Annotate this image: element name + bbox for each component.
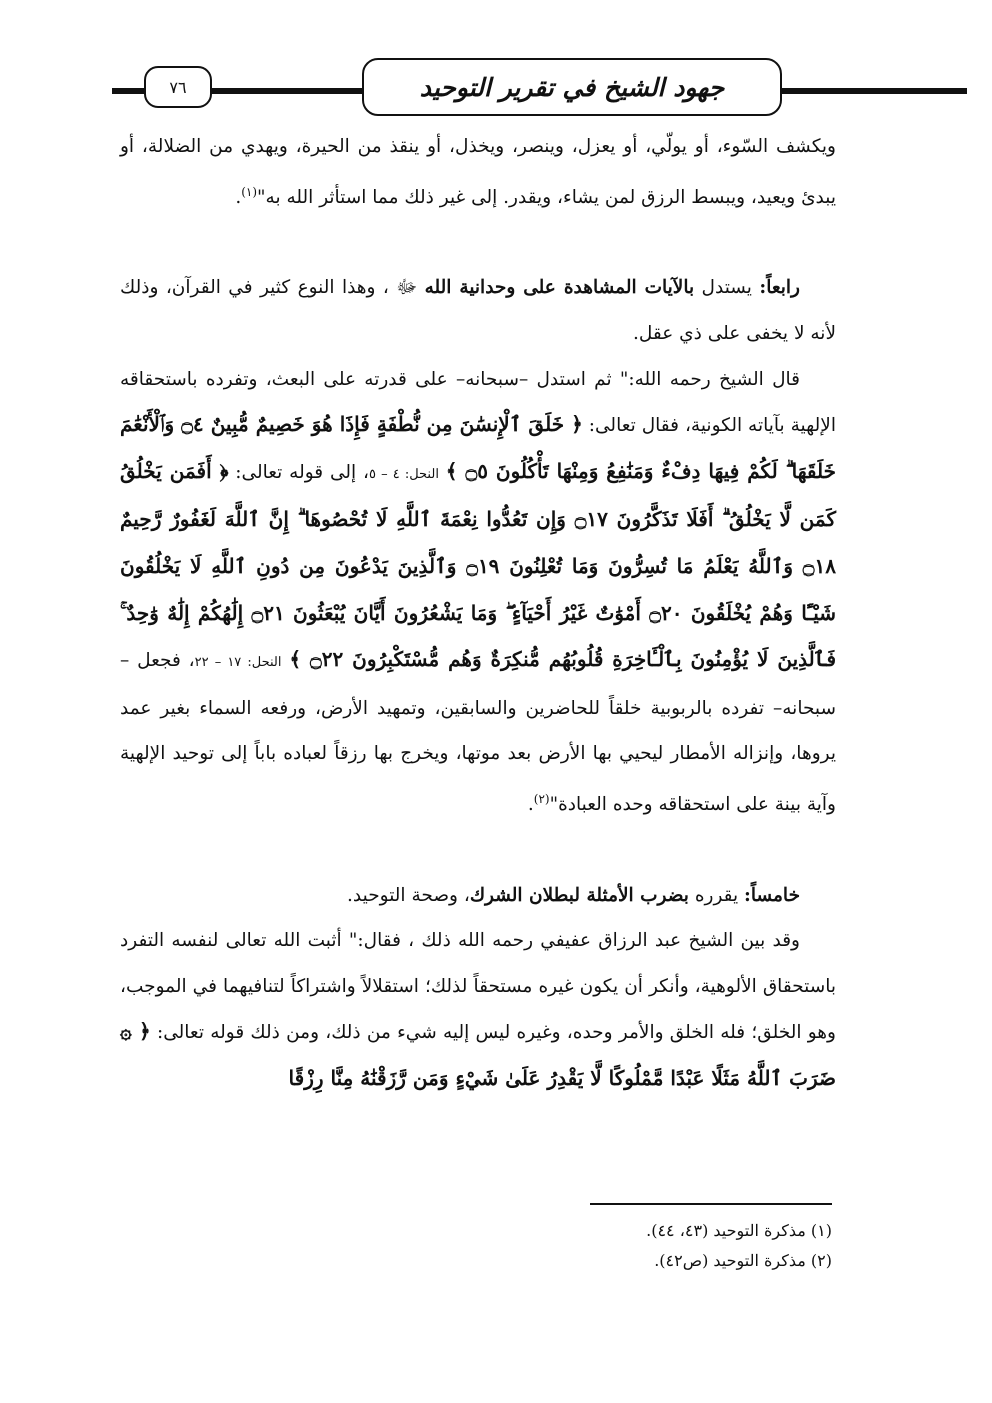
paragraph-2 [120, 265, 836, 356]
paragraph-5 [120, 918, 836, 1102]
paragraph-2-text-b: ﷻ ، وهذا النوع كثير في القرآن، وذلك لأنه لا يخفى على ذي عقل. [120, 277, 836, 344]
running-title [362, 58, 782, 116]
verse-reference-1: النحل: ٤ – ٥ [369, 466, 439, 482]
paragraph-4-text-b: ، وصحة التوحيد. [347, 884, 470, 906]
paragraph-1-end: . [235, 186, 242, 208]
quran-verse-3: ﴿ ۞ ضَرَبَ ٱللَّهُ مَثَلًا عَبْدًا مَّمْلُوكًا لَّا يَقْدِرُ عَلَىٰ شَيْءٍ وَمَن رَّزَقْنَٰهُ مِنَّا رِزْقًا [120, 1019, 836, 1090]
paragraph-4-text-a: يقرره [688, 884, 745, 906]
section-label-fifth: خامساً: [744, 884, 800, 906]
footnote-2: (٢) مذكرة التوحيد (ص٤٢). [654, 1251, 832, 1270]
page-number [144, 66, 212, 108]
paragraph-1 [120, 124, 836, 220]
paragraph-3 [120, 357, 836, 828]
section-label-fourth: رابعاً: [759, 277, 800, 299]
footnote-1: (١) مذكرة التوحيد (٤٣، ٤٤). [646, 1221, 832, 1240]
paragraph-1-text: ويكشف السّوء، أو يولّي، أو يعزل، وينصر، ويخذل، أو ينقذ من الحيرة، ويهدي من الضلالة، أو يبدئ ويعيد، ويبسط الرزق لمن يشاء، ويقدر. إلى غير ذلك مما استأثر الله به" [120, 136, 836, 208]
page-body [120, 124, 836, 1103]
paragraph-3-text-b: ، إلى قوله تعالى: [228, 461, 369, 483]
paragraph-3-end: . [527, 794, 534, 816]
paragraph-5-text: وقد بين الشيخ عبد الرزاق عفيفي رحمه الله ذلك ، فقال:" أثبت الله تعالى لنفسه التفرد باستحقاق الألوهية، وأنكر أن يكون غيره مستحقاً لذلك؛ استقلالاً واشتراكاً لتنافيهما في الموجب، وهو الخلق؛ فله الخلق والأمر وحده، وغيره ليس إليه شيء من ذلك، ومن ذلك قوله تعالى: [120, 930, 836, 1044]
paragraph-3-text-c: ، فجعل –سبحانه– تفرده بالربوبية خلقاً للحاضرين والسابقين، وتمهيد الأرض، ورفعه السماء بغير عمد يروها، وإنزاله الأمطار ليحيي بها الأرض بعد موتها، ويخرج بها رزقاً لعباده باباً إلى توحيد الإلهية وآية بينة على استحقاقه وحده العبادة" [120, 650, 836, 816]
footnote-ref-1: (١) [241, 184, 258, 199]
paragraph-4-emphasis: بضرب الأمثلة لبطلان الشرك [469, 884, 689, 906]
footnote-rule [590, 1203, 832, 1205]
verse-reference-2: النحل: ١٧ – ٢٢ [194, 655, 282, 671]
page-number-text: ٧٦ [169, 77, 187, 97]
paragraph-4 [120, 873, 836, 919]
paragraph-3-text-a: قال الشيخ رحمه الله:" ثم استدل –سبحانه– على قدرته على البعث، وتفرده باستحقاقه الإلهية بآياته الكونية، فقال تعالى: [120, 368, 836, 437]
footnote-ref-2: (٢) [533, 791, 550, 806]
paragraph-gap [120, 828, 836, 873]
paragraph-gap [120, 220, 836, 265]
paragraph-2-text-a: يستدل [694, 277, 760, 299]
quran-verse-2: ﴿ أَفَمَن يَخْلُقُ كَمَن لَّا يَخْلُقُ ۗ أَفَلَا تَذَكَّرُونَ ۝١٧ وَإِن تَعُدُّوا نِعْمَةَ ٱللَّهِ لَا تُحْصُوهَا ۗ إِنَّ ٱللَّهَ لَغَفُورٌ رَّحِيمٌ ۝١٨ وَٱللَّهُ يَعْلَمُ مَا تُسِرُّونَ وَمَا تُعْلِنُونَ ۝١٩ وَٱلَّذِينَ يَدْعُونَ مِن دُونِ ٱللَّهِ لَا يَخْلُقُونَ شَيْـًٔا وَهُمْ يُخْلَقُونَ ۝٢٠ أَمْوَٰتٌ غَيْرُ أَحْيَآءٍ ۖ وَمَا يَشْعُرُونَ أَيَّانَ يُبْعَثُونَ ۝٢١ إِلَٰهُكُمْ إِلَٰهٌ وَٰحِدٌ ۚ فَٱلَّذِينَ لَا يُؤْمِنُونَ بِٱلْـَٔاخِرَةِ قُلُوبُهُم مُّنكِرَةٌ وَهُم مُّسْتَكْبِرُونَ ۝٢٢ ﴾ [120, 458, 837, 672]
running-title-text: جهود الشيخ في تقرير التوحيد [419, 72, 725, 102]
quran-verse-1: ﴿ خَلَقَ ٱلْإِنسَٰنَ مِن نُّطْفَةٍ فَإِذَا هُوَ خَصِيمٌ مُّبِينٌ ۝٤ وَٱلْأَنْعَٰمَ خَلَقَهَا ۗ لَكُمْ فِيهَا دِفْءٌ وَمَنَٰفِعُ وَمِنْهَا تَأْكُلُونَ ۝٥ ﴾ [120, 412, 837, 483]
paragraph-2-emphasis: بالآيات المشاهدة على وحدانية الله [424, 277, 695, 299]
footnotes [400, 1216, 832, 1276]
